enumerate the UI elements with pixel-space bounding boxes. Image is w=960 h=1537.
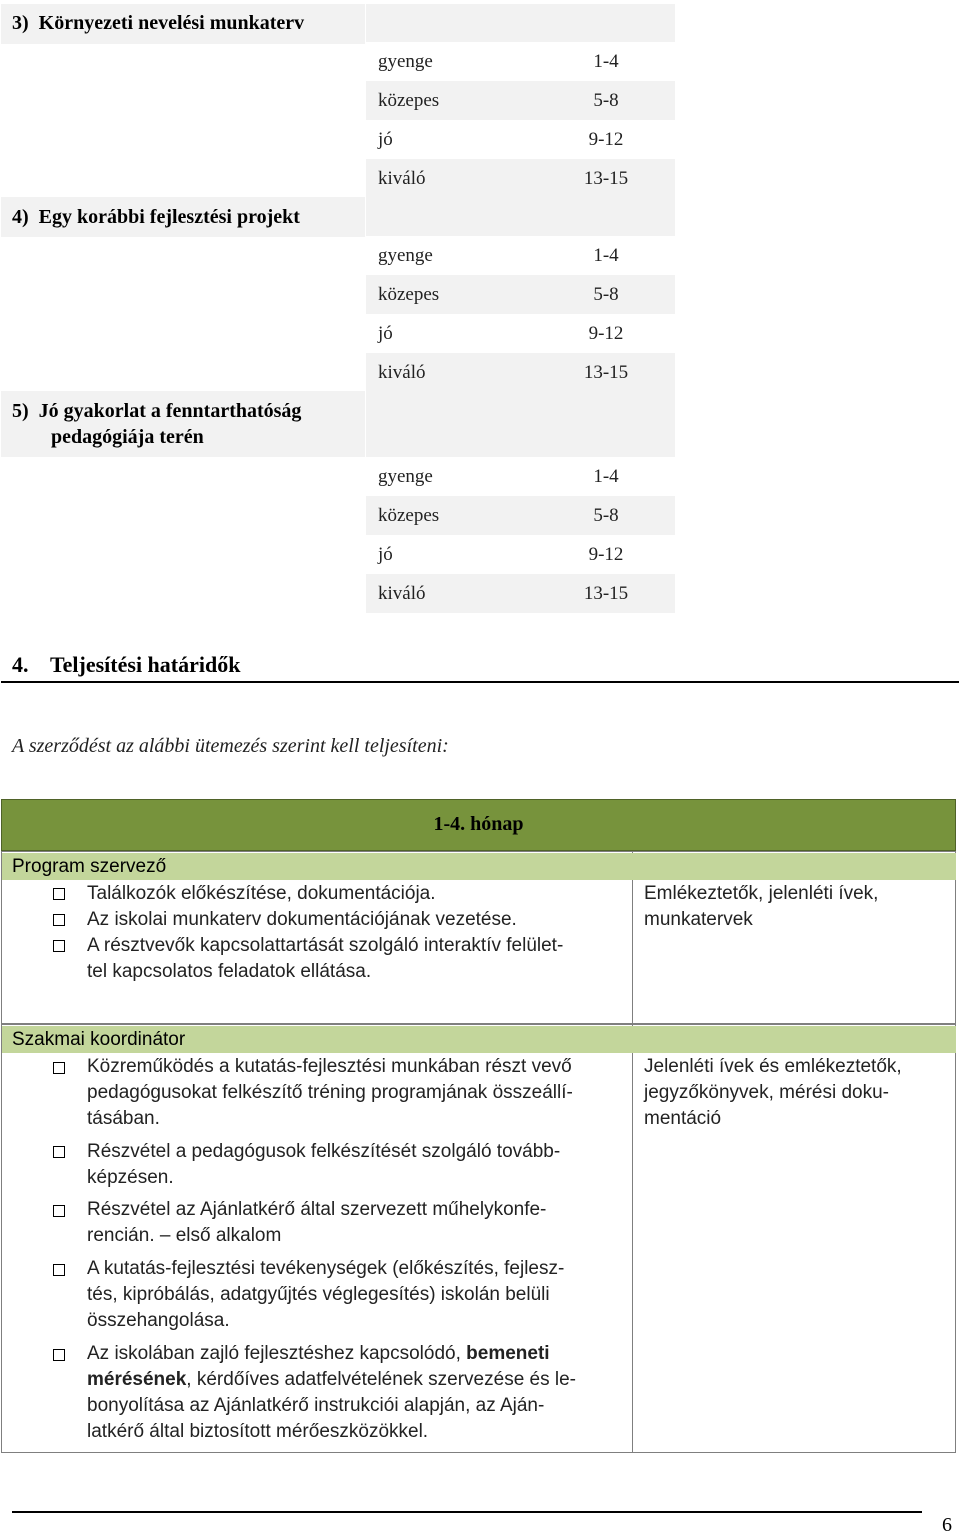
level-row xyxy=(366,120,675,159)
task-item-line2: tel kapcsolatos feladatok ellátása. xyxy=(87,961,372,982)
level-points: 13-15 xyxy=(583,583,629,604)
level-row xyxy=(366,159,675,198)
period-label: 1-4. hónap xyxy=(433,813,524,835)
level-row xyxy=(366,314,675,353)
level-name: gyenge xyxy=(378,466,433,487)
task-item-line1 xyxy=(87,1341,617,1367)
task-item-line1: Részvétel az Ajánlatkérő által szervezett műhelykonfe- xyxy=(87,1199,547,1220)
level-row xyxy=(366,42,675,81)
checkbox-icon xyxy=(53,1264,65,1276)
checkbox-icon xyxy=(53,888,65,900)
task-item-line1: Közreműködés a kutatás-fejlesztési munkában részt vevő xyxy=(87,1056,572,1077)
level-points: 9-12 xyxy=(588,129,624,150)
section-intro: A szerződést az alábbi ütemezés szerint kell teljesíteni: xyxy=(12,735,449,757)
checkbox-icon xyxy=(53,1349,65,1361)
section-title: Teljesítési határidők xyxy=(50,652,241,677)
output-line: jegyzőkönyvek, mérési doku- xyxy=(644,1082,889,1103)
task-item-line3: bonyolítása az Ajánlatkérő instrukciói alapján, az Aján- xyxy=(87,1395,545,1416)
level-row xyxy=(366,236,675,275)
task-item-line1: A kutatás-fejlesztési tevékenységek (előkészítés, fejlesz- xyxy=(87,1258,565,1279)
criterion-3-label: 3) Környezeti nevelési munkaterv xyxy=(12,12,305,34)
level-points: 5-8 xyxy=(593,90,619,111)
criterion-5-levels xyxy=(366,457,675,613)
task-text: Az iskolában zajló fejlesztéshez kapcsolódó, xyxy=(87,1343,467,1364)
level-points: 9-12 xyxy=(588,544,624,565)
level-points: 5-8 xyxy=(593,284,619,305)
level-name: kiváló xyxy=(378,583,426,604)
task-item-line2: tés, kipróbálás, adatgyűjtés véglegesítés) iskolán belüli xyxy=(87,1284,550,1305)
task-item: Találkozók előkészítése, dokumentációja. xyxy=(87,883,436,904)
task-text: , kérdőíves adatfelvételének szervezése és le- xyxy=(186,1369,577,1390)
level-points: 1-4 xyxy=(593,245,619,266)
section-number: 4. xyxy=(12,652,29,677)
level-points: 1-4 xyxy=(593,466,619,487)
level-row xyxy=(366,574,675,613)
role-bar-szakmai-koordinator: Szakmai koordinátor xyxy=(2,1026,956,1053)
task-item-line1: Részvétel a pedagógusok felkészítését szolgáló tovább- xyxy=(87,1141,561,1162)
level-name: közepes xyxy=(378,505,440,526)
task-item-line2: pedagógusokat felkészítő tréning programjának összeállí- xyxy=(87,1082,573,1103)
footer-rule xyxy=(12,1511,922,1513)
criterion-5-label-line1: 5) Jó gyakorlat a fenntarthatóság xyxy=(12,400,302,422)
task-text-bold: bemeneti xyxy=(466,1343,550,1364)
output-line: mentáció xyxy=(644,1108,722,1129)
level-name: jó xyxy=(378,544,393,565)
level-name: kiváló xyxy=(378,362,426,383)
section-rule xyxy=(1,681,959,683)
output-line: Emlékeztetők, jelenléti ívek, xyxy=(644,883,879,904)
level-row xyxy=(366,535,675,574)
task-item-line3: tásában. xyxy=(87,1108,160,1129)
role-bar-program-szervezo: Program szervező xyxy=(2,853,956,880)
level-name: jó xyxy=(378,323,393,344)
task-item-line2: képzésen. xyxy=(87,1167,174,1188)
level-name: közepes xyxy=(378,90,440,111)
output-line: munkatervek xyxy=(644,909,753,930)
criterion-4-level-header xyxy=(366,197,675,236)
level-name: jó xyxy=(378,129,393,150)
task-item-line2 xyxy=(87,1367,617,1393)
level-name: gyenge xyxy=(378,51,433,72)
task-item-line2: rencián. – első alkalom xyxy=(87,1225,282,1246)
level-row xyxy=(366,496,675,535)
criterion-5-label-line2: pedagógiája terén xyxy=(51,426,204,448)
task-item-line4: latkérő által biztosított mérőeszközökkel. xyxy=(87,1421,429,1442)
level-row xyxy=(366,457,675,496)
task-item: Az iskolai munkaterv dokumentációjának vezetése. xyxy=(87,909,517,930)
task-text-bold: mérésének xyxy=(87,1369,187,1390)
output-line: Jelenléti ívek és emlékeztetők, xyxy=(644,1056,902,1077)
task-item-line3: összehangolása. xyxy=(87,1310,230,1331)
level-points: 5-8 xyxy=(593,505,619,526)
level-name: gyenge xyxy=(378,245,433,266)
level-name: közepes xyxy=(378,284,440,305)
checkbox-icon xyxy=(53,940,65,952)
criterion-3-level-header xyxy=(366,4,675,42)
checkbox-icon xyxy=(53,1205,65,1217)
level-row xyxy=(366,353,675,392)
criterion-5-level-header xyxy=(366,391,675,457)
criterion-3-levels xyxy=(366,42,675,198)
level-points: 13-15 xyxy=(583,168,629,189)
task-item-line1: A résztvevők kapcsolattartását szolgáló interaktív felület- xyxy=(87,935,564,956)
schedule-period-header xyxy=(1,799,956,851)
checkbox-icon xyxy=(53,914,65,926)
level-row xyxy=(366,81,675,120)
criterion-4-label: 4) Egy korábbi fejlesztési projekt xyxy=(12,206,300,228)
level-points: 9-12 xyxy=(588,323,624,344)
level-row xyxy=(366,275,675,314)
level-points: 1-4 xyxy=(593,51,619,72)
schedule-table xyxy=(1,799,956,1453)
page-number: 6 xyxy=(942,1514,952,1536)
checkbox-icon xyxy=(53,1062,65,1074)
level-points: 13-15 xyxy=(583,362,629,383)
level-name: kiváló xyxy=(378,168,426,189)
checkbox-icon xyxy=(53,1146,65,1158)
criterion-4-levels xyxy=(366,236,675,392)
